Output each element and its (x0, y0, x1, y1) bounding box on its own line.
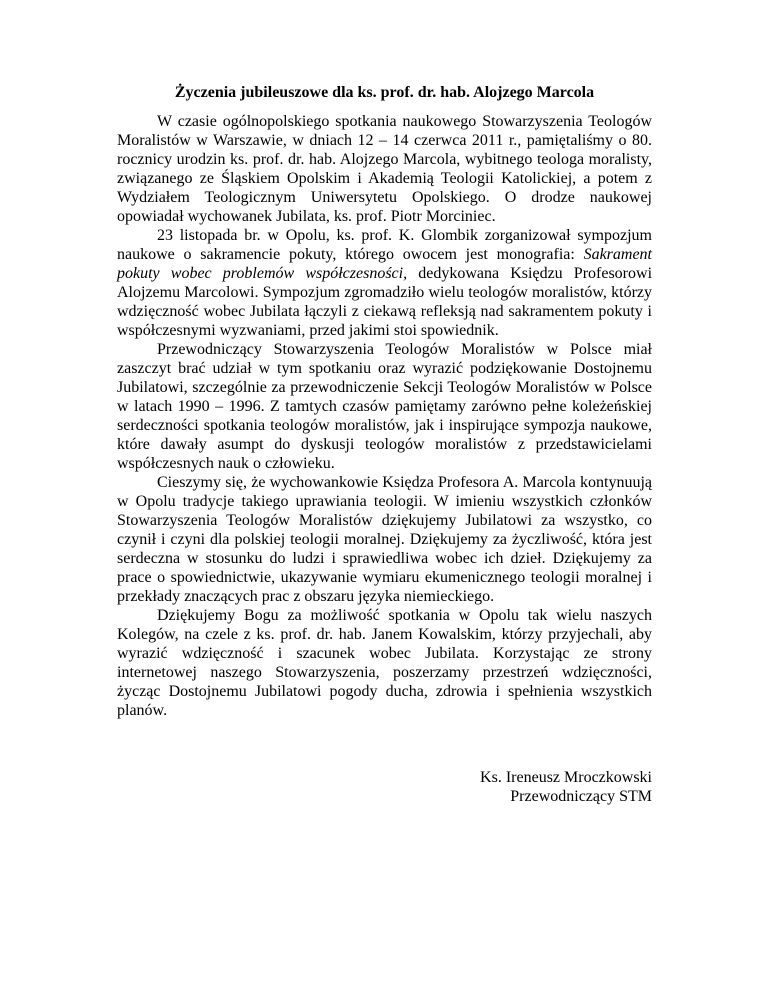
paragraph-3: Przewodniczący Stowarzyszenia Teologów Moralistów w Polsce miał zaszczyt brać udział w tym spotkaniu oraz wyrazić podziękowanie Dostojnemu Jubilatowi, szczególnie za przewodniczenie Sekcji Teologów Moralistów w Polsce w latach 1990 – 1996. Z tamtych czasów pamiętamy zarówno pełne koleżeńskiej serdeczności spotkania teologów moralistów, jak i inspirujące sympozja naukowe, które dawały asumpt do dyskusji teologów moralistów z przedstawicielami współczesnych nauk o człowieku. (117, 341, 652, 472)
document-title: Życzenia jubileuszowe dla ks. prof. dr. hab. Alojzego Marcola (174, 84, 595, 101)
paragraph-5: Dziękujemy Bogu za możliwość spotkania w Opolu tak wielu naszych Kolegów, na czele z ks. prof. dr. hab. Janem Kowalskim, którzy przyjechali, aby wyrazić wdzięczność i szacunek wobec Jubilata. Korzystając ze strony internetowej naszego Stowarzyszenia, poszerzamy przestrzeń wdzięczności, życząc Dostojnemu Jubilatowi pogody ducha, zdrowia i spełnienia wszystkich planów. (117, 607, 652, 719)
monograph-title: Sakrament pokuty wobec problemów współczesności, (117, 246, 652, 282)
paragraph-1: W czasie ogólnopolskiego spotkania naukowego Stowarzyszenia Teologów Moralistów w Warszawie, w dniach 12 – 14 czerwca 2011 r., pamiętaliśmy o 80. rocznicy urodzin ks. prof. dr. hab. Alojzego Marcola, wybitnego teologa moralisty, związanego ze Śląskiem Opolskim i Akademią Teologii Katolickiej, a potem z Wydziałem Teologicznym Uniwersytetu Opolskiego. O drodze naukowej opowiadał wychowanek Jubilata, ks. prof. Piotr Morciniec. (117, 113, 652, 225)
paragraph-2-text-before: 23 listopada br. w Opolu, ks. prof. K. Glombik zorganizował sympozjum naukowe o sakramencie pokuty, którego owocem jest monografia: (117, 227, 652, 263)
signature-block (117, 768, 652, 806)
paragraph-4: Cieszymy się, że wychowankowie Księdza Profesora A. Marcola kontynuują w Opolu tradycje takiego uprawiania teologii. W imieniu wszystkich członków Stowarzyszenia Teologów Moralistów dziękujemy Jubilatowi za wszystko, co czynił i czyni dla polskiej teologii moralnej. Dziękujemy za życzliwość, która jest serdeczna w stosunku do ludzi i sprawiedliwa wobec ich dzieł. Dziękujemy za prace o spowiednictwie, ukazywanie wymiaru ekumenicznego teologii moralnej i przekłady znaczących prac z obszaru języka niemieckiego. (117, 474, 652, 605)
document-page (117, 83, 652, 806)
paragraph-2 (117, 226, 652, 340)
signature-name: Ks. Ireneusz Mroczkowski (480, 769, 652, 786)
paragraph-2-text-after: dedykowana Księdzu Profesorowi Alojzemu Marcolowi. Sympozjum zgromadziło wielu teologów moralistów, którzy wdzięczność wobec Jubilata łączyli z ciekawą refleksją nad sakramentem pokuty i współczesnymi wyzwaniami, przed jakimi stoi spowiednik. (117, 265, 653, 339)
signature-role: Przewodniczący STM (510, 788, 652, 805)
